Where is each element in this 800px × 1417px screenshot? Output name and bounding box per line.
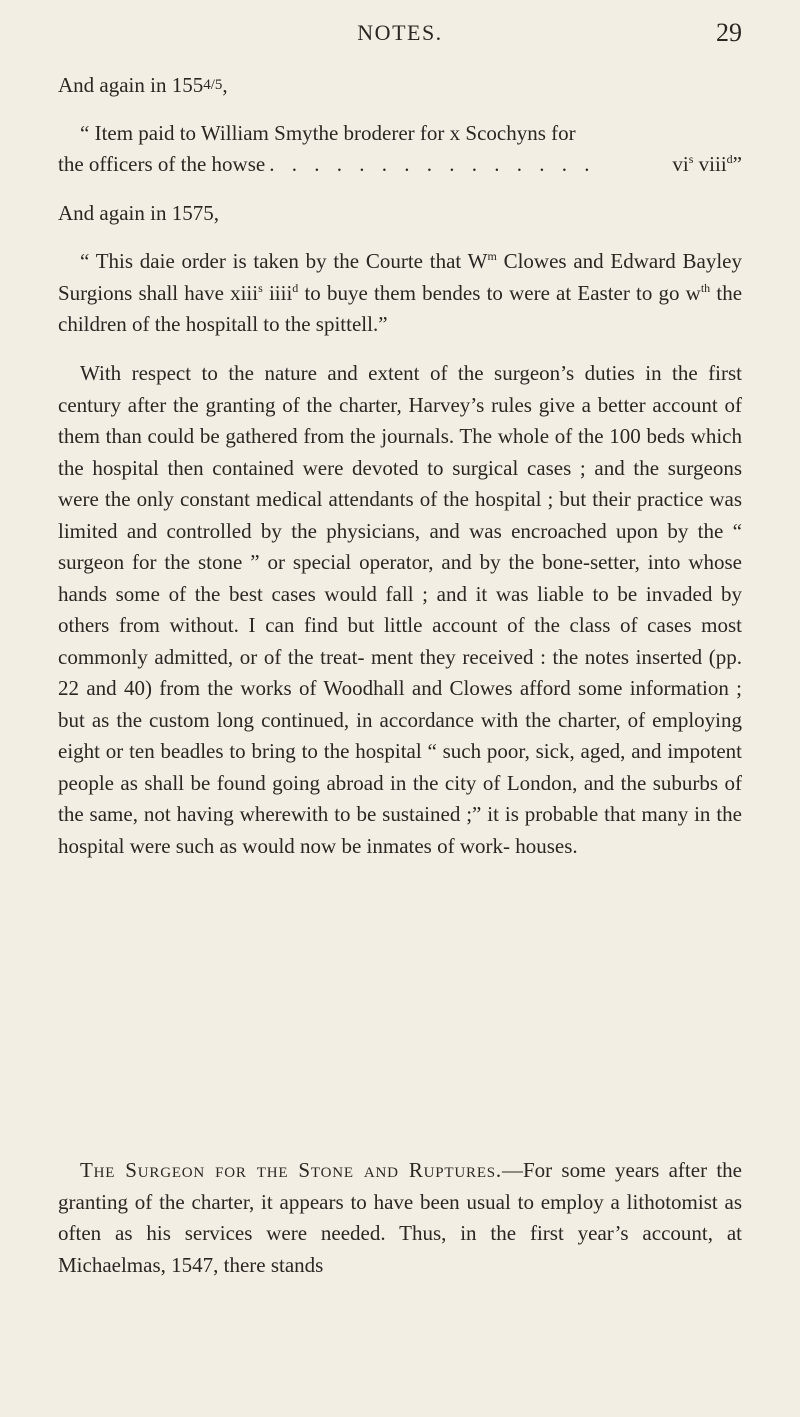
main-paragraph: With respect to the nature and extent of the surgeon’s duties in the first century after the granting of the charter, Harvey’s rules give a better account of them than could be gathered from the journals. The whole of the 100 beds which the hospital then contained were devoted to surgical cases ; and the surgeons were the only constant medical attendants of the hospital ; but their practice was limited and controlled by the physicians, and was encroached upon by the “ surgeon for the stone ” or special operator, and by the bone-setter, into whose hands some of the best cases would fall ; and it was liable to be invaded by others from without. I can find but little account of the class of cases most commonly admitted, or of the treat- ment they received : the notes inserted (pp. 22 and 40) from the works of Woodhall and Clowes afford some information ; but as the custom long continued, in accordance with the charter, of employing eight or ten beadles to bring to the hospital “ such poor, sick, aged, and impotent people as shall be found going abroad in the city of London, and the suburbs of the same, not having wherewith to be sustained ;” it is probable that many in the hospital were such as would now be inmates of work- houses. — [58, 361, 742, 858]
section-body: —For some years after the granting of the charter, it appears to have been usual to employ a lithotomist as often as his services were needed. Thus, in the first year’s account, at Michaelmas, 1547, there stands — [58, 1158, 742, 1277]
running-head: NOTES. — [357, 20, 443, 45]
page-header — [0, 18, 800, 50]
intro-line-1 — [58, 70, 742, 102]
item-amount: $vi^s$ viii$^d$” — [672, 152, 742, 176]
section-paragraph — [58, 1155, 742, 1281]
intro-line-1-fraction: 4/5 — [203, 77, 223, 93]
item-quote-line-2 — [58, 149, 742, 181]
item-quote-text: the officers of the howse — [58, 152, 266, 176]
dot-leaders: . . . . . . . . . . . . . . . — [269, 152, 596, 176]
section-heading: The Surgeon for the Stone and Ruptures. — [80, 1158, 502, 1182]
item-quote-line-1: “ Item paid to William Smythe broderer for x Scochyns for — [80, 121, 576, 145]
intro-line-2: And again in 1575, — [58, 201, 219, 225]
intro-line-1-text: And again in 155 — [58, 73, 204, 97]
page-number: 29 — [716, 18, 742, 47]
intro-line-1-tail: , — [222, 73, 228, 97]
order-quote: “ This daie order is taken by the Courte that $W^m$ Clowes and Edward Bayley Surgions shall have xiii$^s$ iiii$^d$ to buye them bendes to were at Easter to go $w^{th}$ the children of the hospitall to the spittell.” — [58, 249, 743, 336]
